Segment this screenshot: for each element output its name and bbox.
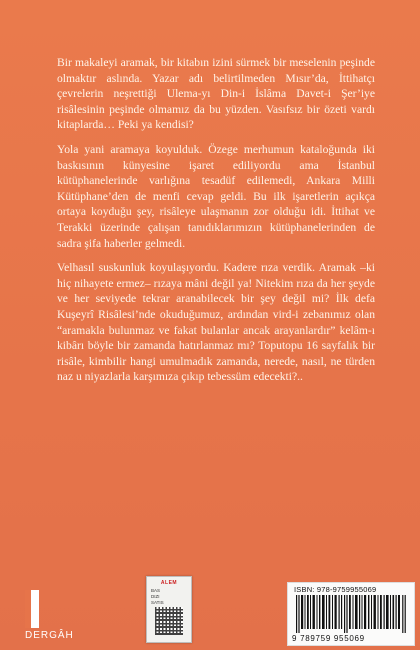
blurb-text: [57, 55, 375, 394]
sticker-line-1: BAS: [151, 588, 161, 593]
blurb-paragraph-1: Bir makaleyi aramak, bir kitabın izini sürmek bir meselenin peşinde olmaktır aslında. Yazar adı belirtilmeden Mısır’da, İttihatçı çevrelerin neşrettiği Ulema-yı Din-i İslâma Davet-i Şer’iye risâlesinin peşinde olmamız da bu yüzden. Vasıfsız bir özeti vardı kitaplarda… Peki ya kendisi?: [57, 56, 375, 132]
qr-code-icon: [155, 607, 183, 635]
blurb-paragraph-2: Yola yani aramaya koyulduk. Özege merhumun kataloğunda iki baskısının künyesine işaret ediliyordu ama İstanbul kütüphanelerinde varlığına tesadüf edilemedi, Ankara Milli Kütüphane’den de menfi cevap geldi. Bu ilk işaretlerin açıkça ortaya koyduğu şey, risâleye ulaşmanın zor olduğu idi. İttihat ve Terakki üzerinde çalışan tanıdıklarımızın kütüphanelerinden de sadra şifa haberler gelmedi.: [57, 142, 375, 250]
publisher-logo-icon: [25, 590, 39, 628]
barcode-digits: 9 789759 955069: [292, 634, 365, 643]
blurb-paragraph-3: Velhasıl suskunluk koyulaşıyordu. Kadere rıza verdik. Aramak –ki hiç nihayete ermez– rızaya mâni değil ya! Nitekim rıza da her şeyde ve her seviyede tekrar aranabilecek bir şey değil mi? İlk defa Kuşeyrî Risâlesi’nde okuduğumuz, ardından vird-i zebanımız olan “aramakla bulunmaz ve fakat bulanlar ancak arayanlardır” kelâm-ı kibârı böyle bir zamanda hatırlanmaz mı? Toputopu 16 sayfalık bir risâle, kimbilir hangi umulmadık zamanda, nerede, nasıl, ne türden naz u niyazlarla karşımıza çıkıp tebessüm edecekti?..: [57, 261, 375, 384]
price-sticker: [146, 576, 192, 643]
sticker-header: ALEM: [160, 580, 178, 586]
isbn-label: ISBN: 978-9759955069: [294, 585, 377, 594]
publisher-logo: [25, 590, 85, 642]
sticker-line-2: DIZI: [151, 594, 160, 599]
barcode-icon: [296, 595, 406, 633]
barcode-area: [287, 582, 415, 646]
sticker-line-3: SATIS: [151, 600, 164, 605]
publisher-name: DERGÂH: [25, 630, 74, 641]
